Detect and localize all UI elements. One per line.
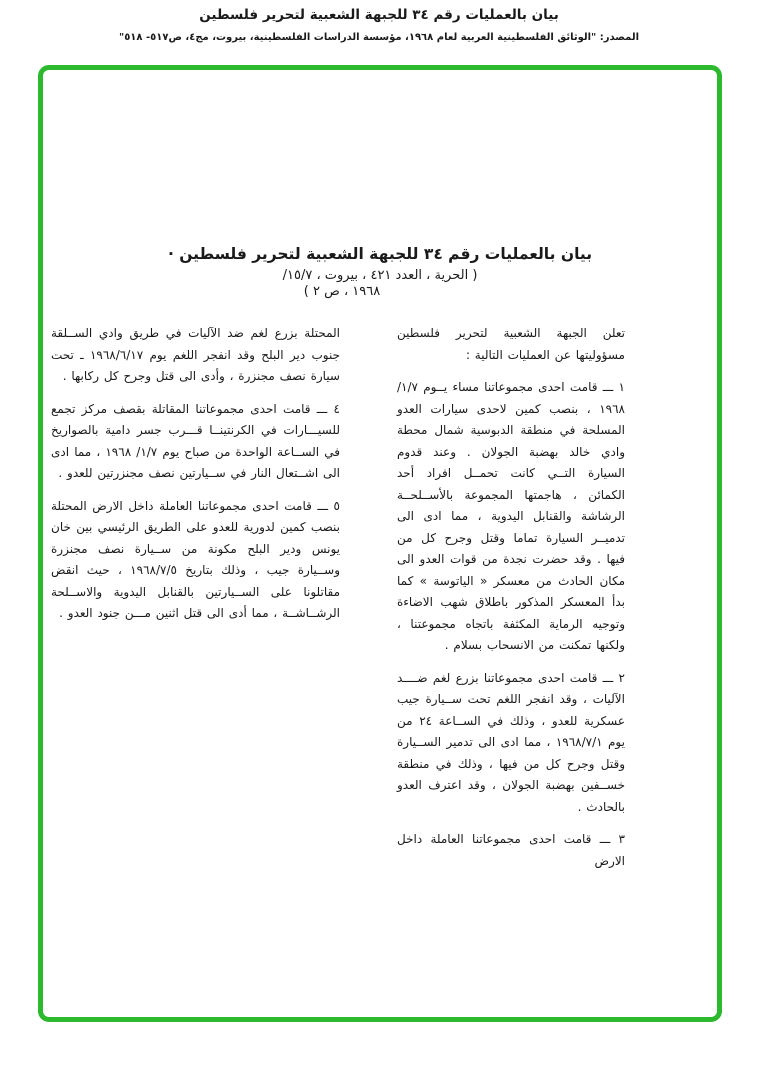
column-right bbox=[397, 323, 625, 883]
operation-item-1: ١ ـــ قامت احدى مجموعاتنا مساء يــوم ١/٧/ ١٩٦٨ ، بنصب كمين لاحدى سيارات العدو المسلحة في منطقة الدبوسية شمال محطة وادي خالد بهضبة الجولان . وعند قدوم السيارة التــي كانت تحمــل افراد أحد الكمائن ، هاجمتها المجموعة بالأســلحــة الرشاشة والقنابل اليدوية ، مما ادى الى تدميــر السيارة تماما وقتل وجرح كل من فيها . وقد حضرت نجدة من قوات العدو الى مكان الحادث من معسكر « الياتوسة » كما بدأ المعسكر المذكور باطلاق شهب الاضاءة وتوجيه الرماية المكثفة باتجاه مجموعتنا ، ولكنها تمكنت من الانسحاب بسلام . bbox=[397, 380, 625, 652]
citation-line-2: ١٩٦٨ ، ص ٢ ) bbox=[303, 284, 381, 299]
header-title: بيان بالعمليات رقم ٣٤ للجبهة الشعبية لتحرير فلسطين bbox=[199, 7, 559, 23]
page-header bbox=[0, 0, 758, 43]
operation-item-3-continuation: المحتلة بزرع لغم ضد الآليات في طريق وادي الســلقة جنوب دير البلح وقد انفجر اللغم يوم ١٩٦٨/٦/١٧ ـ تحت سيارة نصف مجنزرة ، وأدى الى قتل وجرح كل ركابها . bbox=[51, 326, 340, 383]
document-body bbox=[43, 323, 717, 883]
document-scan-frame bbox=[38, 65, 722, 1022]
operation-item-5: ٥ ـــ قامت احدى مجموعاتنا العاملة داخل الارض المحتلة بنصب كمين لدورية للعدو على الطريق الرئيسي بين خان يونس ودير البلح مكونة من ســيارة نصف مجنزرة وســيارة جيب ، وذلك بتاريخ ١٩٦٨/٧/٥ ، حيث انقض مقاتلونا على الســيارتين بالقنابل اليدوية والاســلحة الرشــاشــة ، مما أدى الى قتل اثنين مـــن جنود العدو . bbox=[51, 498, 340, 620]
operation-item-4: ٤ ـــ قامت احدى مجموعاتنا المقاتلة بقصف مركز تجمع للسيـــارات في الكرنتينــا قـــرب جسر دامية بالصواريخ في الســاعة الواحدة من صباح يوم ١/٧/ ١٩٦٨ ، مما ادى الى اشــتعال النار في ســيارتين نصف مجنزرتين للعدو . bbox=[51, 401, 340, 480]
operation-item-3-start: ٣ ـــ قامت احدى مجموعاتنا العاملة داخل الارض bbox=[397, 832, 625, 868]
document-title: بيان بالعمليات رقم ٣٤ للجبهة الشعبية لتحرير فلسطين · bbox=[167, 245, 593, 263]
document-title-block bbox=[43, 70, 717, 299]
column-left bbox=[51, 323, 340, 883]
intro-paragraph: تعلن الجبهة الشعبية لتحرير فلسطين مسؤوليتها عن العمليات التالية : bbox=[397, 326, 625, 362]
operation-item-2: ٢ ـــ قامت احدى مجموعاتنا بزرع لغم ضــــد الآليات ، وقد انفجر اللغم تحت ســيارة جيب عسكرية للعدو ، وذلك في الســاعة ٢٤ من يوم ١٩٦٨/٧/١ ، مما ادى الى تدمير الســيارة وقتل وجرح كل من فيها ، وذلك في منطقة خســفين بهضبة الجولان ، وقد اعترف العدو بالحادث . bbox=[397, 670, 625, 814]
citation-line-1: ( الحرية ، العدد ٤٢١ ، بيروت ، ١٥/٧/ bbox=[282, 268, 478, 283]
header-source-citation: المصدر: "الوثائق الفلسطينية العربية لعام ١٩٦٨، مؤسسة الدراسات الفلسطينية، بيروت، مج٤، ص٥١٧- ٥١٨" bbox=[118, 32, 640, 43]
